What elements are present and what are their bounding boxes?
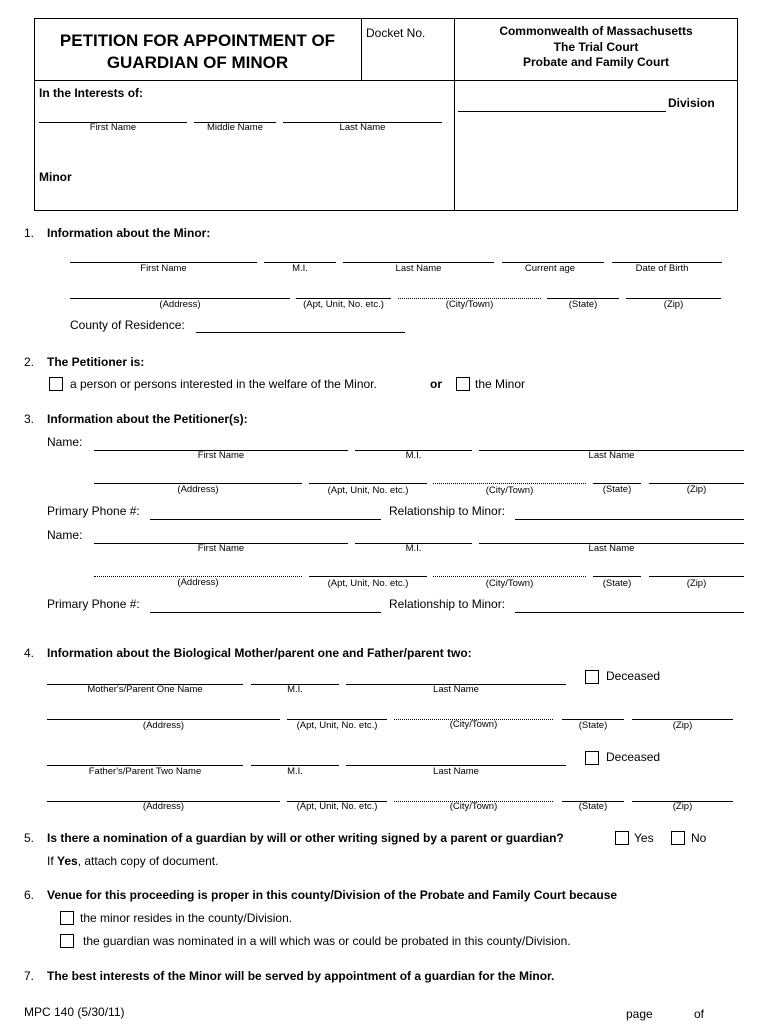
father-caption-last-name: Last Name: [433, 766, 479, 777]
interests-label: In the Interests of:: [39, 86, 144, 100]
court-line2: The Trial Court: [553, 40, 639, 54]
caption-last-name: Last Name: [395, 263, 442, 274]
of-label: of: [694, 1007, 705, 1021]
p2-caption-city: (City/Town): [485, 578, 534, 589]
minor-label: Minor: [39, 170, 72, 184]
header-divider-horizontal: [34, 80, 454, 81]
p1-caption-mi: M.I.: [405, 450, 422, 461]
section5-question: Is there a nomination of a guardian by will or other writing signed by a parent or guardian?: [47, 831, 564, 845]
division-label: Division: [668, 96, 715, 110]
p2-caption-apt: (Apt, Unit, No. etc.): [327, 578, 409, 589]
county-input[interactable]: [196, 332, 405, 333]
section7-title: The best interests of the Minor will be served by appointment of a guardian for the Minor.: [47, 969, 555, 983]
p2-caption-first-name: First Name: [197, 543, 245, 554]
section2-title: The Petitioner is:: [47, 355, 145, 369]
court-line1: Commonwealth of Massachusetts: [499, 24, 693, 38]
nomination-no-label: No: [691, 831, 707, 845]
p1-caption-state: (State): [602, 484, 632, 495]
p1-caption-first-name: First Name: [197, 450, 245, 461]
father-caption-zip: (Zip): [672, 801, 693, 812]
petitioner1-phone-label: Primary Phone #:: [47, 504, 140, 518]
petitioner2-relationship-input[interactable]: [515, 612, 744, 613]
venue-will-checkbox[interactable]: [60, 934, 74, 948]
section5-number: 5.: [24, 831, 35, 845]
mother-caption-state: (State): [578, 720, 608, 731]
father-deceased-checkbox[interactable]: [585, 751, 599, 765]
nomination-yes-checkbox[interactable]: [615, 831, 629, 845]
or-label: or: [430, 377, 442, 391]
p2-caption-last-name: Last Name: [588, 543, 635, 554]
section1-title: Information about the Minor:: [47, 226, 211, 240]
mother-caption-apt: (Apt, Unit, No. etc.): [296, 720, 378, 731]
petitioner1-name-label: Name:: [47, 435, 83, 449]
p1-caption-zip: (Zip): [686, 484, 707, 495]
petitioner2-zip-field[interactable]: [649, 576, 744, 577]
caption-current-age: Current age: [524, 263, 576, 274]
mother-caption-name: Mother's/Parent One Name: [87, 684, 203, 695]
form-title-line1: PETITION FOR APPOINTMENT OF: [59, 31, 336, 50]
petitioner2-city-field[interactable]: [433, 576, 586, 577]
mother-deceased-label: Deceased: [606, 669, 661, 683]
division-input[interactable]: [458, 111, 666, 112]
section3-number: 3.: [24, 412, 35, 426]
petitioner-interested-label: a person or persons interested in the welfare of the Minor.: [70, 377, 377, 391]
first-name-caption: First Name: [89, 122, 137, 133]
instruction-prefix: If: [47, 854, 58, 868]
caption-state: (State): [568, 299, 598, 310]
court-line3: Probate and Family Court: [522, 55, 670, 69]
p2-caption-mi: M.I.: [405, 543, 422, 554]
caption-address: (Address): [159, 299, 201, 310]
father-caption-mi: M.I.: [287, 766, 303, 777]
section6-number: 6.: [24, 888, 35, 902]
petitioner-minor-checkbox[interactable]: [456, 377, 470, 391]
section4-title: Information about the Biological Mother/parent one and Father/parent two:: [47, 646, 472, 660]
petitioner1-apt-field[interactable]: [309, 483, 427, 484]
petitioner1-city-field[interactable]: [433, 483, 586, 484]
petitioner1-relationship-input[interactable]: [515, 519, 744, 520]
nomination-no-checkbox[interactable]: [671, 831, 685, 845]
p1-caption-city: (City/Town): [485, 485, 534, 496]
father-caption-name: Father's/Parent Two Name: [88, 766, 202, 777]
mother-caption-last-name: Last Name: [433, 684, 479, 695]
caption-apt: (Apt, Unit, No. etc.): [303, 299, 384, 310]
petitioner2-phone-input[interactable]: [150, 612, 381, 613]
petitioner-interested-checkbox[interactable]: [49, 377, 63, 391]
section7-number: 7.: [24, 969, 35, 983]
petitioner2-apt-field[interactable]: [309, 576, 427, 577]
p2-caption-address: (Address): [177, 577, 219, 588]
p2-caption-zip: (Zip): [686, 578, 707, 589]
nomination-instruction: [47, 854, 218, 868]
section2-number: 2.: [24, 355, 35, 369]
docket-label: Docket No.: [366, 26, 426, 40]
page-label: page: [626, 1007, 653, 1021]
father-caption-apt: (Apt, Unit, No. etc.): [296, 801, 378, 812]
petitioner2-relationship-label: Relationship to Minor:: [389, 597, 506, 611]
father-deceased-label: Deceased: [606, 750, 661, 764]
father-caption-city: (City/Town): [449, 801, 498, 812]
petitioner2-name-label: Name:: [47, 528, 83, 542]
caption-dob: Date of Birth: [635, 263, 689, 274]
petitioner2-state-field[interactable]: [593, 576, 641, 577]
nomination-yes-label: Yes: [634, 831, 654, 845]
section6-title: Venue for this proceeding is proper in this county/Division of the Probate and Family Court because: [47, 888, 618, 902]
section4-number: 4.: [24, 646, 35, 660]
venue-will-label: the guardian was nominated in a will which was or could be probated in this county/Division.: [83, 934, 571, 948]
instruction-yes: Yes: [57, 854, 78, 868]
form-id: MPC 140 (5/30/11): [24, 1005, 125, 1019]
caption-mi: M.I.: [292, 263, 308, 274]
section3-title: Information about the Petitioner(s):: [47, 412, 248, 426]
petitioner1-relationship-label: Relationship to Minor:: [389, 504, 506, 518]
p2-caption-state: (State): [602, 578, 632, 589]
county-label: County of Residence:: [70, 318, 185, 332]
p1-caption-address: (Address): [177, 484, 219, 495]
caption-city: (City/Town): [445, 299, 494, 310]
mother-caption-zip: (Zip): [672, 720, 693, 731]
caption-zip: (Zip): [663, 299, 684, 310]
p1-caption-apt: (Apt, Unit, No. etc.): [327, 485, 409, 496]
last-name-caption: Last Name: [339, 122, 386, 133]
petitioner2-phone-label: Primary Phone #:: [47, 597, 140, 611]
docket-input[interactable]: [362, 40, 452, 78]
caption-first-name: First Name: [140, 263, 187, 274]
court-divider: [454, 80, 738, 81]
form-title-line2: GUARDIAN OF MINOR: [106, 53, 289, 72]
mother-caption-mi: M.I.: [287, 684, 303, 695]
petitioner1-phone-input[interactable]: [150, 519, 381, 520]
mother-caption-city: (City/Town): [449, 719, 498, 730]
venue-resides-label: the minor resides in the county/Division.: [80, 911, 293, 925]
p1-caption-last-name: Last Name: [588, 450, 635, 461]
venue-resides-checkbox[interactable]: [60, 911, 74, 925]
instruction-suffix: , attach copy of document.: [77, 854, 219, 868]
father-caption-state: (State): [578, 801, 608, 812]
mother-caption-address: (Address): [142, 720, 185, 731]
middle-name-caption: Middle Name: [207, 122, 263, 133]
mother-deceased-checkbox[interactable]: [585, 670, 599, 684]
section1-number: 1.: [24, 226, 35, 240]
father-caption-address: (Address): [142, 801, 185, 812]
petitioner-minor-label: the Minor: [475, 377, 526, 391]
